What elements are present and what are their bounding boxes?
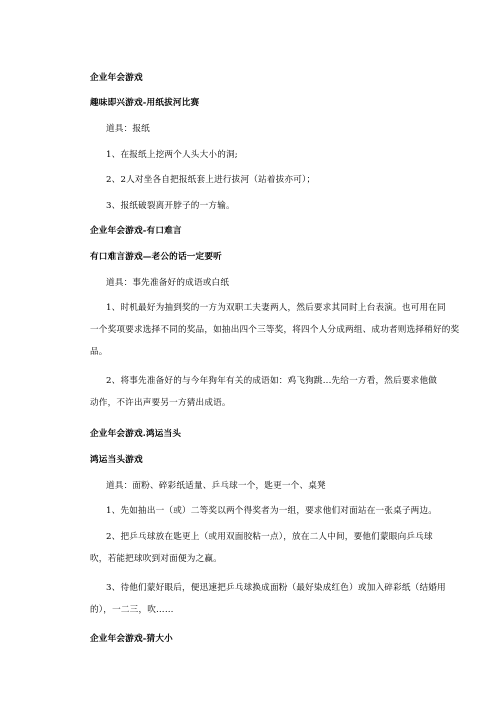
heading-newspaper-tug-of-war: 趣味即兴游戏-用纸拔河比赛 [90, 98, 200, 108]
heading-annual-party-games: 企业年会游戏 [90, 73, 143, 83]
step-line: 1、先如抽出一（或）二等奖以两个得奖者为一组，要求他们对面站在一张桌子两边。 [106, 506, 438, 516]
subheading-good-luck: 鸿运当头游戏 [90, 455, 143, 465]
heading-guess-size: 企业年会游戏-猜大小 [90, 634, 173, 644]
props-line: 道具：报纸 [106, 124, 150, 134]
step-line: 1、在报纸上挖两个人头大小的洞; [106, 150, 238, 160]
heading-hard-to-say: 企业年会游戏-有口难言 [90, 226, 182, 236]
step-line: 3、待他们蒙好眼后，便迅速把乒乓球换成面粉（最好染成红色）或加入碎彩纸（结婚用 [106, 583, 446, 593]
step-continuation: 的），一二三，吹…… [90, 605, 174, 615]
step-line: 3、报纸破裂离开脖子的一方输。 [106, 201, 235, 211]
step-continuation: 动作，不许出声要另一方猜出成语。 [90, 398, 231, 408]
step-line: 2、将事先准备好的与今年狗年有关的成语如：鸡飞狗跳...先给一方看，然后要求他做 [106, 376, 438, 386]
step-line: 1、时机最好为抽到奖的一方为双职工夫妻两人，然后要求其同时上台表演。也可用在同 [106, 303, 446, 313]
step-continuation: 吹，若能把球吹到对面便为之赢。 [90, 554, 222, 564]
step-line: 2、2人对坐各自把报纸套上进行拔河（站着拔亦可）； [106, 175, 316, 185]
heading-good-luck: 企业年会游戏.鸿运当头 [90, 429, 182, 439]
subheading-hard-to-say: 有口难言游戏—老公的话一定要听 [90, 252, 222, 262]
step-continuation: 品。 [90, 347, 108, 357]
step-line: 2、把乒乓球放在匙更上（或用双面胶粘一点），放在二人中间，要他们蒙眼向乒乓球 [106, 532, 433, 542]
props-line: 道具：面粉、碎彩纸适量、乒乓球一个，匙更一个、桌凳 [106, 481, 326, 491]
props-line: 道具：事先准备好的成语或白纸 [106, 278, 230, 288]
step-continuation: 一个奖项要求选择不同的奖品，如抽出四个三等奖，将四个人分成两组、成功者则选择稍好的奖 [90, 325, 460, 335]
